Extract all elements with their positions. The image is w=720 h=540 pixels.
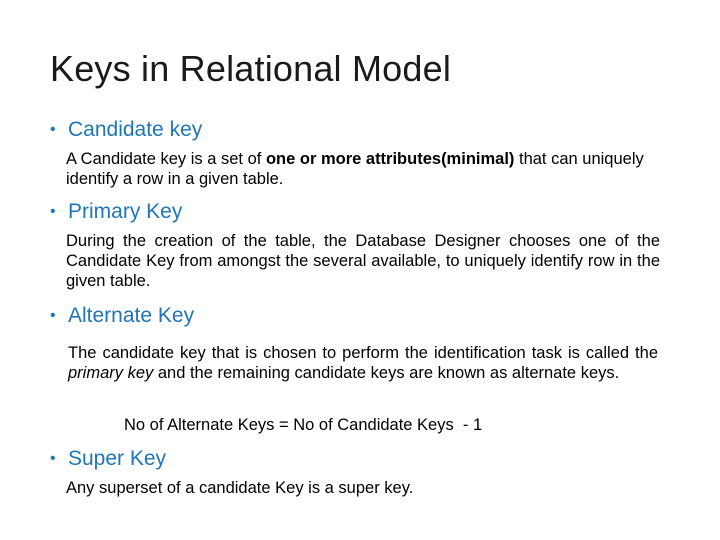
bold-phrase: one or more attributes(minimal) [265,150,515,168]
primary-key-description: During the creation of the table, the Database Designer chooses one of the Candidate Key from amongst the several available, to uniquely identify row in the given table. [66,232,660,290]
heading-primary-key [50,200,182,224]
alternate-key-description: The candidate key that is chosen to perform the identification task is called the primary key and the remaining candidate keys are known as alternate keys. [68,344,658,382]
heading-label: Super Key [68,447,167,470]
heading-label: Primary Key [68,200,183,223]
italic-phrase: primary key [68,364,154,382]
slide-title: Keys in Relational Model [50,48,452,89]
candidate-key-description: A Candidate key is a set of one or more attributes(minimal) that can uniquely identify a row in a given table. [66,150,644,188]
heading-candidate-key [50,118,202,142]
heading-super-key [50,447,166,471]
heading-label: Candidate key [68,118,203,141]
bullet-icon: • [50,450,56,467]
alternate-key-formula: No of Alternate Keys = No of Candidate Keys - 1 [124,416,483,434]
bullet-icon: • [50,203,56,220]
heading-label: Alternate Key [68,304,195,327]
super-key-description: Any superset of a candidate Key is a super key. [66,479,414,497]
heading-alternate-key [50,304,194,328]
bullet-icon: • [50,307,56,324]
bullet-icon: • [50,121,56,138]
